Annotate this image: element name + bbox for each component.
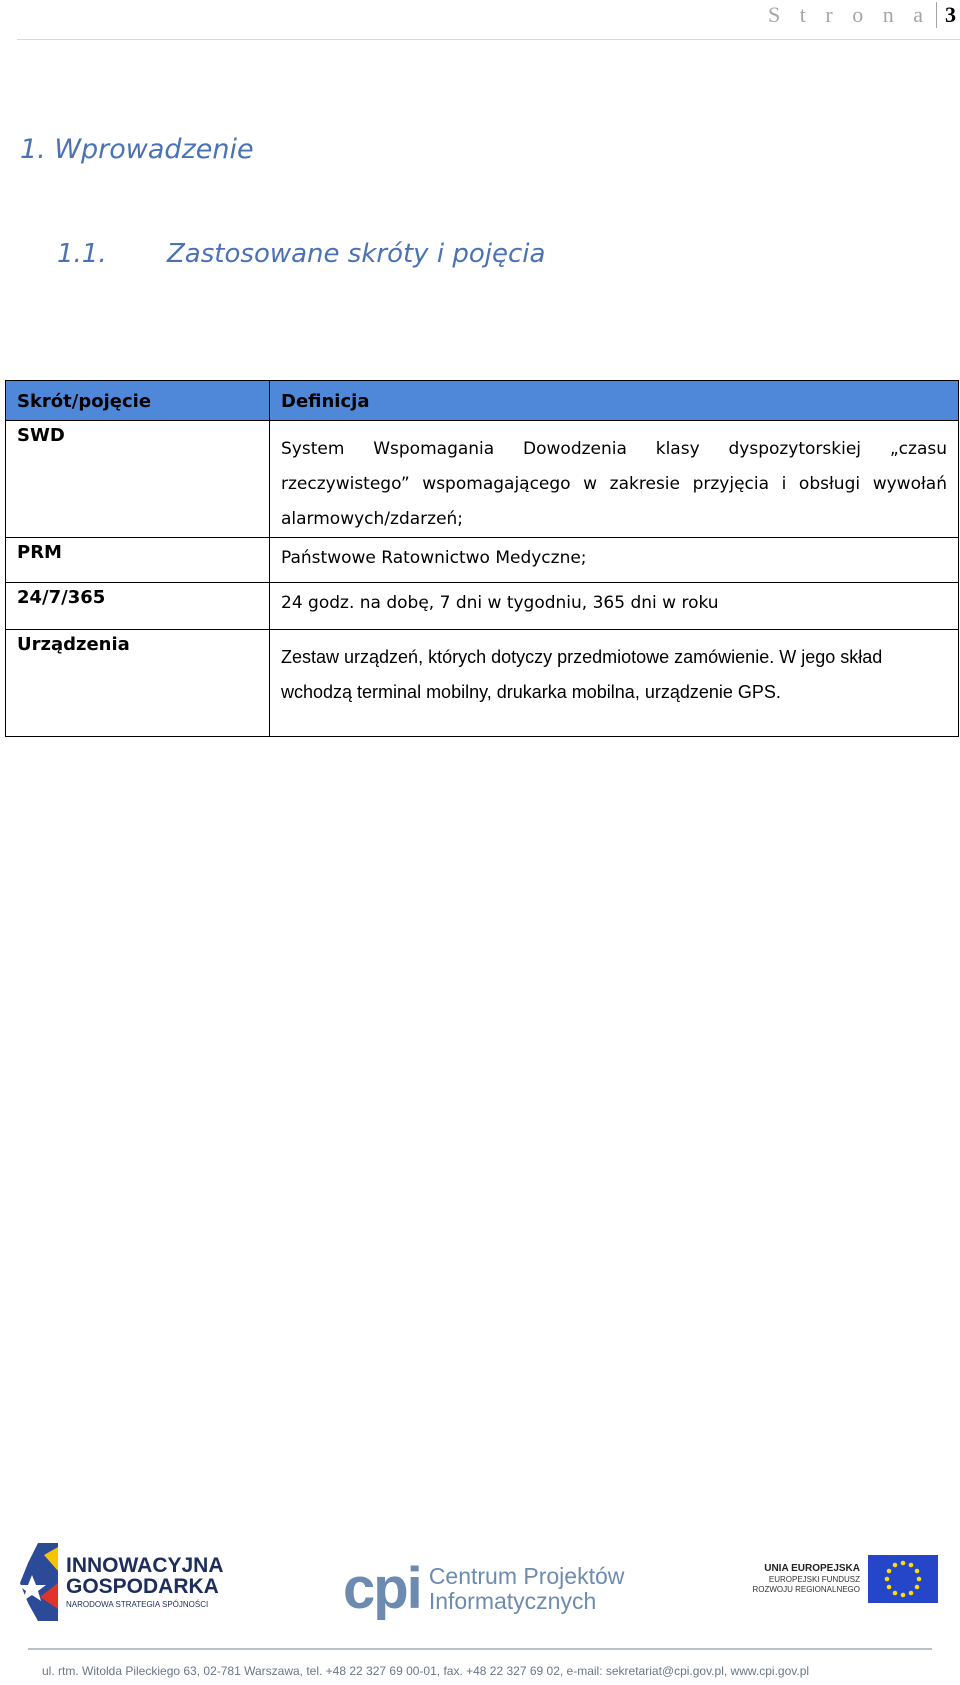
page-separator bbox=[936, 2, 937, 28]
definition-cell: Zestaw urządzeń, których dotyczy przedmiotowe zamówienie. W jego skład wchodzą terminal mobilny, drukarka mobilna, urządzenie GPS. bbox=[270, 630, 959, 737]
fund-label-line1: EUROPEJSKI FUNDUSZ bbox=[768, 1575, 860, 1585]
column-header-definition: Definicja bbox=[270, 381, 959, 421]
table-header-row bbox=[6, 381, 959, 421]
page-label: S t r o n a bbox=[768, 2, 930, 27]
cpi-logo bbox=[343, 1555, 624, 1622]
term-cell: 24/7/365 bbox=[6, 583, 270, 630]
heading-2 bbox=[57, 239, 545, 269]
footer-address: ul. rtm. Witolda Pileckiego 63, 02-781 Warszawa, tel. +48 22 327 69 00-01, fax. +48 22 327 69 02, e-mail: sekretariat@cpi.gov.pl, www.cpi.gov.pl bbox=[42, 1664, 810, 1678]
strategia-label: NARODOWA STRATEGIA SPÓJNOŚCI bbox=[66, 1600, 209, 1609]
term-cell: PRM bbox=[6, 538, 270, 583]
footer-divider bbox=[28, 1648, 932, 1650]
innowacyjna-gospodarka-logo bbox=[18, 1543, 224, 1621]
eu-flag-icon bbox=[868, 1555, 938, 1603]
cpi-name-line1: Centrum Projektów bbox=[428, 1563, 625, 1590]
table-row bbox=[6, 630, 959, 737]
definition-cell: 24 godz. na dobę, 7 dni w tygodniu, 365 dni w roku bbox=[270, 583, 959, 630]
header-divider bbox=[17, 39, 960, 40]
heading-2-title: Zastosowane skróty i pojęcia bbox=[167, 239, 546, 269]
eu-logo bbox=[752, 1555, 938, 1603]
eu-label: UNIA EUROPEJSKA bbox=[764, 1562, 860, 1574]
cpi-name-line2: Informatycznych bbox=[428, 1587, 597, 1614]
page-number: 3 bbox=[945, 2, 956, 27]
table-row bbox=[6, 421, 959, 538]
abbreviations-table bbox=[5, 380, 959, 737]
star-burst-icon bbox=[18, 1543, 60, 1621]
column-header-term: Skrót/pojęcie bbox=[6, 381, 270, 421]
cpi-mark: cpi bbox=[343, 1556, 421, 1621]
heading-1: 1. Wprowadzenie bbox=[20, 134, 254, 165]
term-cell: Urządzenia bbox=[6, 630, 270, 737]
gospodarka-label: GOSPODARKA bbox=[66, 1575, 219, 1598]
definition-cell: System Wspomagania Dowodzenia klasy dyspozytorskiej „czasu rzeczywistego” wspomagającego w zakresie przyjęcia i obsługi wywołań alarmowych/zdarzeń; bbox=[270, 421, 959, 538]
page-header bbox=[768, 0, 956, 30]
term-cell: SWD bbox=[6, 421, 270, 538]
footer-logos bbox=[0, 1543, 960, 1653]
table-row bbox=[6, 583, 959, 630]
fund-label-line2: ROZWOJU REGIONALNEGO bbox=[752, 1585, 860, 1595]
heading-2-number: 1.1. bbox=[57, 239, 107, 269]
innowacyjna-label: INNOWACYJNA bbox=[66, 1554, 224, 1577]
table-row bbox=[6, 538, 959, 583]
definition-cell: Państwowe Ratownictwo Medyczne; bbox=[270, 538, 959, 583]
